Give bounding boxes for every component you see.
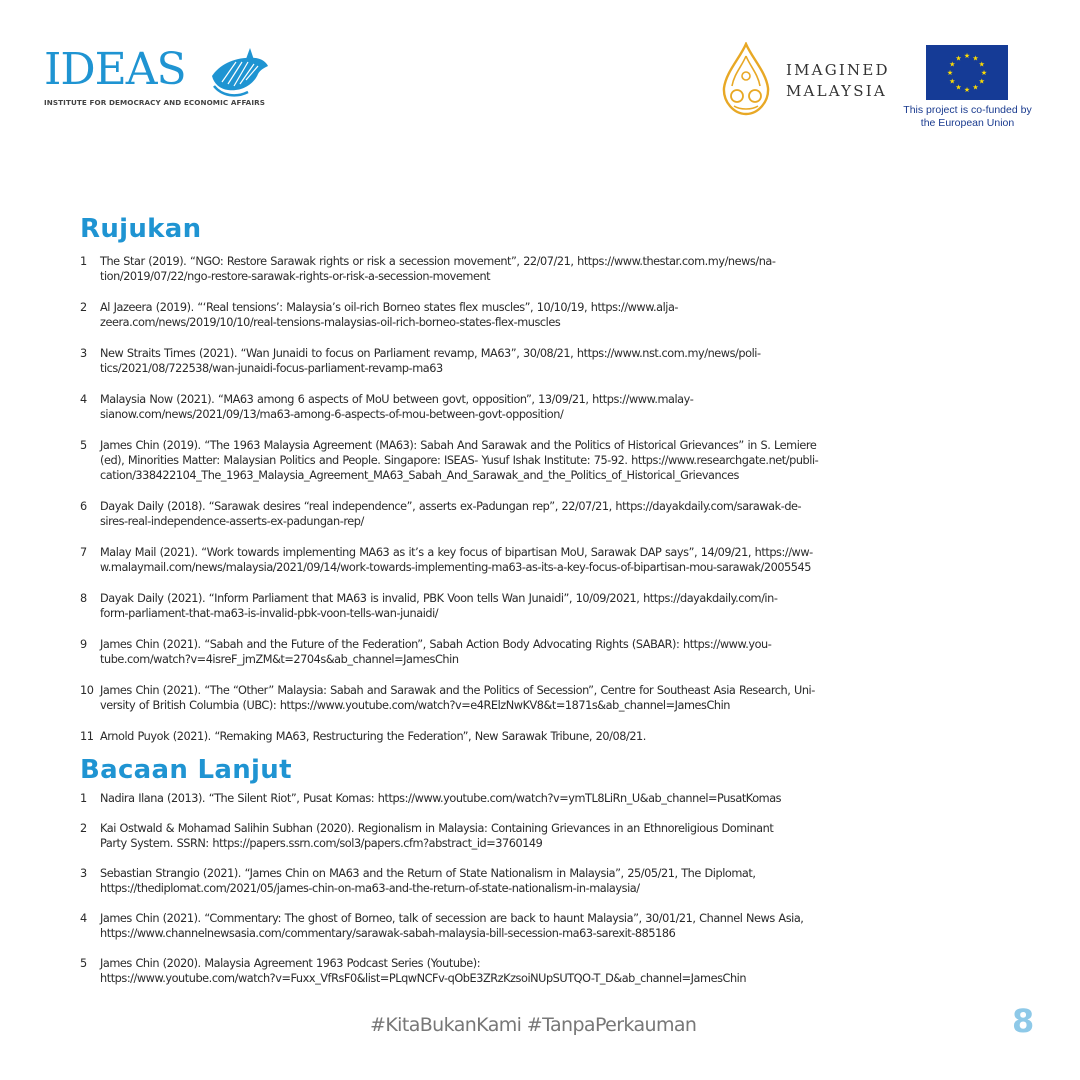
reference-item	[80, 438, 900, 483]
reference-text: Arnold Puyok (2021). “Remaking MA63, Restructuring the Federation”, New Sarawak Tribune, 20/08/21.	[100, 730, 646, 743]
reference-item	[80, 300, 900, 330]
eu-funding-notice	[895, 104, 1040, 130]
reference-text: James Chin (2021). “Commentary: The ghost of Borneo, talk of secession are back to haunt Malaysia”, 30/01/21, Channel News Asia, https://www.channelnewsasia.com/commentary/sarawak-sabah-malaysia-bill-secession-ma63-sarexit-885186	[100, 912, 804, 940]
reference-number: 4	[80, 912, 87, 925]
reference-number: 2	[80, 822, 87, 835]
reference-number: 9	[80, 638, 87, 651]
reference-number: 3	[80, 347, 87, 360]
reference-number: 5	[80, 439, 87, 452]
eu-star-icon: ★	[949, 60, 956, 69]
bacaan-lanjut-heading: Bacaan Lanjut	[80, 755, 292, 785]
ideas-logo	[44, 44, 274, 110]
reference-text: Sebastian Strangio (2021). “James Chin on MA63 and the Return of State Nationalism in Malaysia”, 25/05/21, The Diplomat, https://thediplomat.com/2021/05/james-chin-on-ma63-and-the-return-of-state-nationalism-in-malaysia/	[100, 867, 756, 895]
reference-item	[80, 346, 900, 376]
reference-text: James Chin (2020). Malaysia Agreement 1963 Podcast Series (Youtube): https://www.youtube.com/watch?v=Fuxx_VfRsF0&list=PLqwNCFv-qObE3ZRzKzsoiNUpSUTQO-T_D&ab_channel=JamesChin	[100, 957, 747, 985]
reference-text: The Star (2019). “NGO: Restore Sarawak rights or risk a secession movement”, 22/07/21, https://www.thestar.com.my/news/na- tion/2019/07/22/ngo-restore-sarawak-rights-or-risk-a-secession-movement	[100, 255, 776, 283]
reference-item	[80, 791, 900, 806]
eu-star-icon: ★	[963, 52, 971, 60]
reference-item	[80, 545, 900, 575]
eu-notice-line2: the European Union	[920, 117, 1015, 129]
eu-star-icon: ★	[949, 77, 956, 86]
eu-star-icon: ★	[980, 69, 988, 77]
imagined-malaysia-wordmark	[786, 60, 890, 102]
eu-star-icon: ★	[955, 83, 962, 92]
reference-item	[80, 392, 900, 422]
reference-text: James Chin (2021). “Sabah and the Future of the Federation”, Sabah Action Body Advocating Rights (SABAR): https://www.you- tube.com/watch?v=4isreF_jmZM&t=2704s&ab_channel=JamesChin	[100, 638, 772, 666]
reference-item	[80, 254, 900, 284]
reference-text: Nadira Ilana (2013). “The Silent Riot”, Pusat Komas: https://www.youtube.com/watch?v=ymTL8LiRn_U&ab_channel=PusatKomas	[100, 792, 782, 805]
eu-star-icon: ★	[972, 54, 979, 63]
reference-text: Al Jazeera (2019). “‘Real tensions’: Malaysia’s oil-rich Borneo states flex muscles”, 10/10/19, https://www.alja- zeera.com/news/2019/10/10/real-tensions-malaysias-oil-rich-borneo-states-flex-muscles	[100, 301, 679, 329]
reference-item	[80, 637, 900, 667]
reference-item	[80, 866, 900, 896]
rujukan-heading: Rujukan	[80, 214, 202, 244]
eu-notice-line1: This project is co-funded by	[903, 104, 1032, 116]
eu-star-icon: ★	[972, 83, 979, 92]
eu-star-icon: ★	[978, 60, 985, 69]
reference-number: 4	[80, 393, 87, 406]
eu-star-icon: ★	[963, 86, 971, 94]
reference-item	[80, 499, 900, 529]
reference-text: New Straits Times (2021). “Wan Junaidi to focus on Parliament revamp, MA63”, 30/08/21, https://www.nst.com.my/news/poli- tics/2021/08/722538/wan-junaidi-focus-parliament-revamp-ma63	[100, 347, 761, 375]
imagined-malaysia-logo	[720, 42, 900, 118]
eu-flag-icon	[926, 45, 1008, 100]
reference-item	[80, 729, 900, 744]
reference-number: 1	[80, 792, 87, 805]
reference-number: 2	[80, 301, 87, 314]
rujukan-list	[80, 254, 900, 744]
reference-number: 10	[80, 684, 94, 697]
imagined-malaysia-line1: IMAGINED	[786, 61, 890, 79]
reference-text: James Chin (2021). “The “Other” Malaysia: Sabah and Sarawak and the Politics of Secession”, Centre for Southeast Asia Research, Uni- versity of British Columbia (UBC): https://www.youtube.com/watch?v=e4RElzNwKV8&t=1871s&ab_channel=JamesChin	[100, 684, 815, 712]
dove-icon	[206, 46, 270, 98]
bacaan-lanjut-list	[80, 791, 900, 986]
reference-number: 3	[80, 867, 87, 880]
eu-star-icon: ★	[955, 54, 962, 63]
footer-hashtags: #KitaBukanKami #TanpaPerkauman	[370, 1014, 697, 1036]
ideas-wordmark: IDEAS	[44, 44, 186, 95]
reference-number: 1	[80, 255, 87, 268]
page-number: 8	[1012, 1002, 1035, 1040]
reference-number: 6	[80, 500, 87, 513]
ideas-subtitle: INSTITUTE FOR DEMOCRACY AND ECONOMIC AFFAIRS	[44, 98, 266, 107]
reference-text: Malaysia Now (2021). “MA63 among 6 aspects of MoU between govt, opposition”, 13/09/21, https://www.malay- sianow.com/news/2021/09/13/ma63-among-6-aspects-of-mou-between-govt-opposition/	[100, 393, 694, 421]
imagined-malaysia-line2: MALAYSIA	[786, 82, 887, 100]
reference-number: 5	[80, 957, 87, 970]
reference-number: 11	[80, 730, 94, 743]
reference-number: 8	[80, 592, 87, 605]
eu-star-icon: ★	[978, 77, 985, 86]
reference-text: James Chin (2019). “The 1963 Malaysia Agreement (MA63): Sabah And Sarawak and the Politics of Historical Grievances” in S. Lemiere (ed), Minorities Matter: Malaysian Politics and People. Singapore: ISEAS- Yusuf Ishak Institute: 75-92. https://www.researchgate.net/publi- cation/338422104_The_1963_Malaysia_Agreement_MA63_Sabah_And_Sarawak_and_the_Politics_of_Historical_Grievances	[100, 439, 819, 482]
reference-number: 7	[80, 546, 87, 559]
reference-text: Kai Ostwald & Mohamad Salihin Subhan (2020). Regionalism in Malaysia: Containing Grievances in an Ethnoreligious Dominant Party System. SSRN: https://papers.ssrn.com/sol3/papers.cfm?abstract_id=3760149	[100, 822, 774, 850]
reference-text: Dayak Daily (2018). “Sarawak desires “real independence”, asserts ex-Padungan rep”, 22/07/21, https://dayakdaily.com/sarawak-de- sires-real-independence-asserts-ex-padungan-rep/	[100, 500, 802, 528]
reference-item	[80, 911, 900, 941]
reference-item	[80, 591, 900, 621]
reference-item	[80, 683, 900, 713]
reference-item	[80, 956, 900, 986]
reference-item	[80, 821, 900, 851]
reference-text: Dayak Daily (2021). “Inform Parliament that MA63 is invalid, PBK Voon tells Wan Junaidi”, 10/09/2021, https://dayakdaily.com/in- form-parliament-that-ma63-is-invalid-pbk-voon-tells-wan-junaidi/	[100, 592, 778, 620]
eu-star-icon: ★	[946, 69, 954, 77]
wayang-emblem-icon	[720, 42, 772, 116]
reference-text: Malay Mail (2021). “Work towards implementing MA63 as it’s a key focus of bipartisan MoU, Sarawak DAP says”, 14/09/21, https://ww- w.malaymail.com/news/malaysia/2021/09/14/work-towards-implementing-ma63-as-its-a-key-focus-of-bipartisan-mou-sarawak/2005545	[100, 546, 813, 574]
